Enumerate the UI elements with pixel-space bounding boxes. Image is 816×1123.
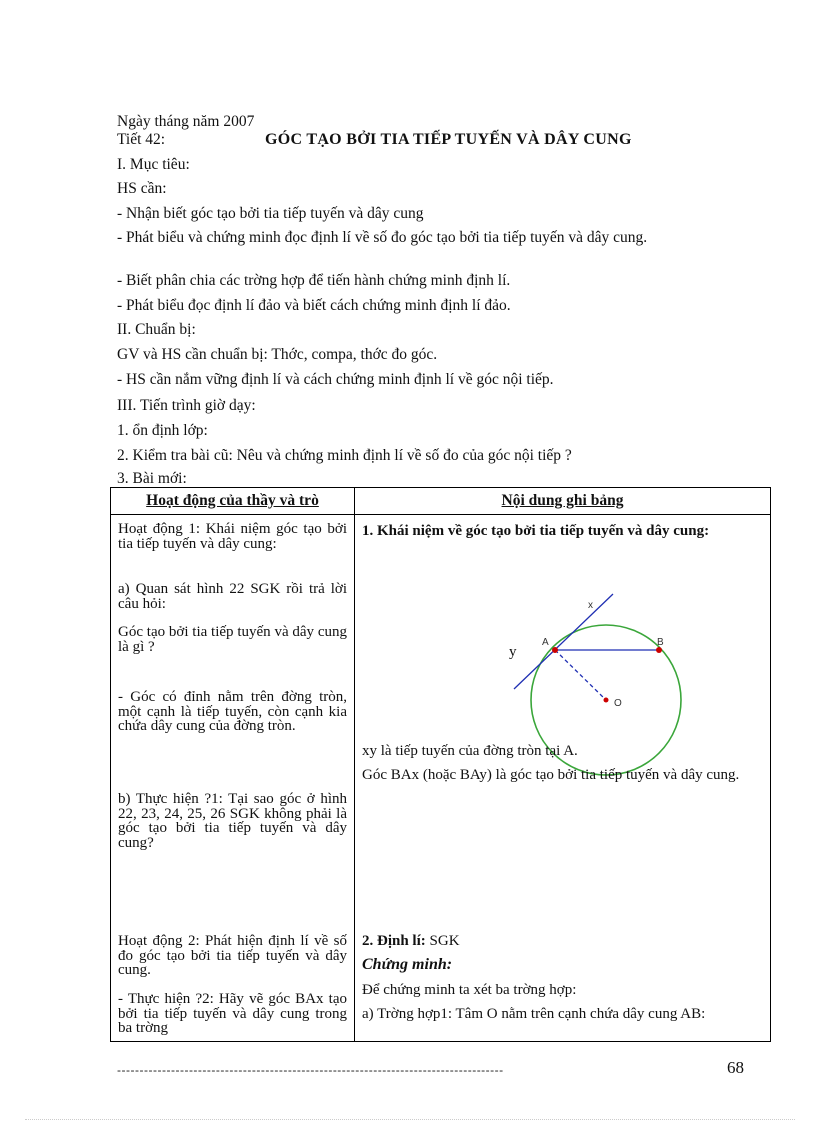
body-line: 1. ổn định lớp: xyxy=(117,422,208,439)
section-preparation: II. Chuẩn bị: xyxy=(117,321,196,338)
activity-1-answer: - Góc có đỉnh nằm trên đờng tròn, một cạnh là tiếp tuyến, còn cạnh kia chứa dây cung của đờng tròn. xyxy=(118,689,347,734)
board-content-cell xyxy=(355,515,771,1042)
label-x: x xyxy=(588,600,593,611)
activity-1-question: Góc tạo bởi tia tiếp tuyến và dây cung là gì ? xyxy=(118,624,347,655)
teacher-activity-cell xyxy=(111,515,355,1042)
body-line: - Phát biểu đọc định lí đảo và biết cách chứng minh định lí đảo. xyxy=(117,297,511,314)
label-o: O xyxy=(614,698,622,709)
angle-definition: Góc BAx (hoặc BAy) là góc tạo bởi tia tiếp tuyến và dây cung. xyxy=(362,767,740,783)
activity-1a: a) Quan sát hình 22 SGK rồi trả lời câu hỏi: xyxy=(118,581,347,612)
section-2-title xyxy=(362,934,765,949)
activity-1-title: Hoạt động 1: Khái niệm góc tạo bởi tia tiếp tuyến và dây cung: xyxy=(118,521,347,552)
date-line: Ngày tháng năm 2007 xyxy=(117,113,255,130)
page-edge-dots xyxy=(25,1119,795,1120)
tangent-statement: xy là tiếp tuyến của đờng tròn tại A. xyxy=(362,743,578,759)
body-line: - Phát biểu và chứng minh đọc định lí về số đo góc tạo bởi tia tiếp tuyến và dây cung. xyxy=(117,229,648,246)
activity-1b: b) Thực hiện ?1: Tại sao góc ở hình 22, 23, 24, 25, 26 SGK không phải là góc tạo bởi tia tiếp tuyến và dây cung? xyxy=(118,791,347,851)
table-header-right: Nội dung ghi bảng xyxy=(355,488,771,515)
section-objectives: I. Mục tiêu: xyxy=(117,156,190,173)
page-title: GÓC TẠO BỞI TIA TIẾP TUYẾN VÀ DÂY CUNG xyxy=(265,131,632,148)
activity-2-task: - Thực hiện ?2: Hãy vẽ góc BAx tạo bởi tia tiếp tuyến và dây cung trong ba trờng xyxy=(118,991,347,1036)
body-line: 3. Bài mới: xyxy=(117,470,187,487)
point-a xyxy=(552,647,558,653)
point-o xyxy=(604,698,609,703)
label-b: B xyxy=(657,637,664,648)
lesson-number: Tiết 42: xyxy=(117,131,166,148)
activity-2-title: Hoạt động 2: Phát hiện định lí về số đo góc tạo bởi tia tiếp tuyến và dây cung. xyxy=(118,933,347,978)
section-1-title: 1. Khái niệm về góc tạo bởi tia tiếp tuyến và dây cung: xyxy=(362,523,710,539)
proof-heading: Chứng minh: xyxy=(362,956,453,973)
body-line: - HS cần nắm vững định lí và cách chứng minh định lí về góc nội tiếp. xyxy=(117,371,554,388)
body-line: GV và HS cần chuẩn bị: Thớc, compa, thớc đo góc. xyxy=(117,346,438,363)
body-line: - Biết phân chia các trờng hợp để tiến hành chứng minh định lí. xyxy=(117,272,511,289)
page-number: 68 xyxy=(727,1058,744,1077)
tangent-line-xy xyxy=(514,594,613,689)
label-a: A xyxy=(542,637,549,648)
section-2-heading: 2. Định lí: xyxy=(362,933,426,949)
lesson-table xyxy=(110,487,771,1042)
label-y: y xyxy=(509,644,517,660)
proof-case-1: a) Trờng hợp1: Tâm O nằm trên cạnh chứa dây cung AB: xyxy=(362,1006,706,1022)
table-header-left: Hoạt động của thầy và trò xyxy=(111,488,355,515)
body-line: HS cần: xyxy=(117,180,167,197)
body-line: 2. Kiểm tra bài cũ: Nêu và chứng minh định lí về số đo của góc nội tiếp ? xyxy=(117,447,572,464)
body-line: - Nhận biết góc tạo bởi tia tiếp tuyến và dây cung xyxy=(117,205,424,222)
footer-divider: -------------------------------------------------------------------------------------- xyxy=(117,1063,504,1077)
section-process: III. Tiến trình giờ dạy: xyxy=(117,397,256,414)
proof-intro: Để chứng minh ta xét ba trờng hợp: xyxy=(362,982,577,998)
section-2-ref: SGK xyxy=(425,933,460,949)
radius-ao xyxy=(555,650,606,700)
